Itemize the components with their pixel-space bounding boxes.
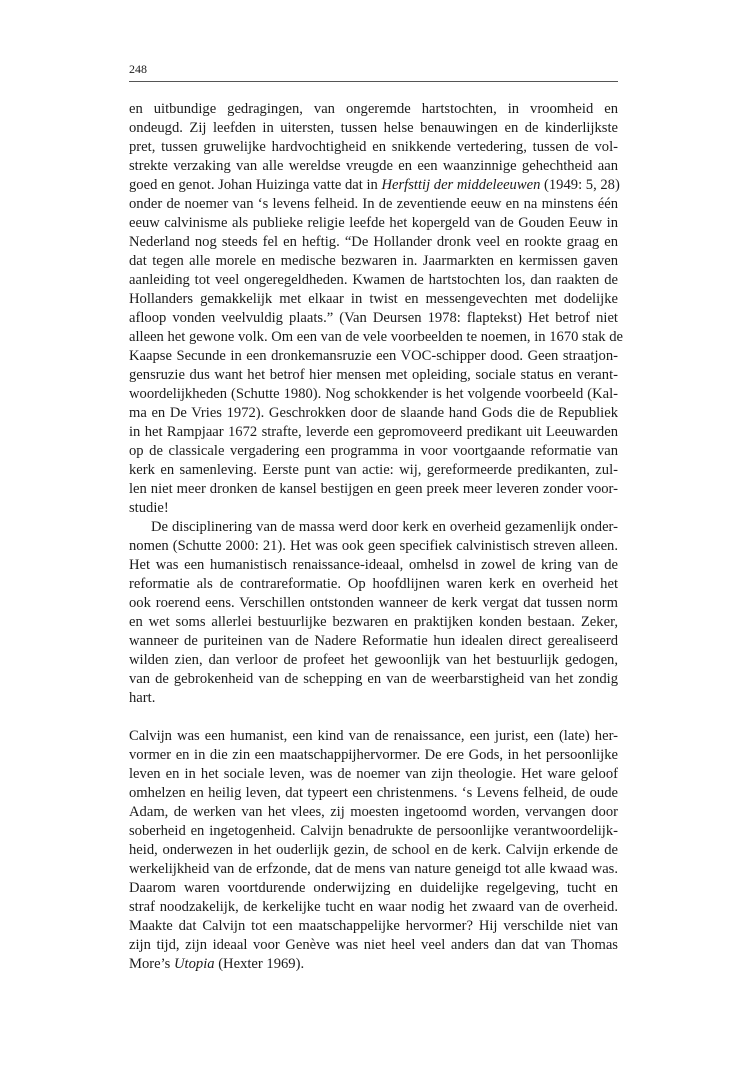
text-segment: goed en genot. Johan Huizinga vatte dat in xyxy=(129,177,382,193)
text-line xyxy=(129,632,618,651)
text-line xyxy=(129,480,618,499)
text-line xyxy=(129,157,618,176)
text-line xyxy=(129,461,618,480)
text-segment: pret, tussen gruwelijke hardvochtigheid en snikkende vertedering, tussen de vol- xyxy=(129,139,618,155)
text-segment: leven en in het sociale leven, was de noemer van zijn theologie. Het ware geloof xyxy=(129,766,618,782)
text-segment: in het Rampjaar 1672 strafte, leverde een gepromoveerd predikant uit Leeuwarden xyxy=(129,424,618,440)
text-segment: Nederland nog steeds fel en heftig. “De Hollander dronk veel en rookte graag en xyxy=(129,234,618,250)
italic-title: Herfsttij der middeleeuwen xyxy=(381,177,541,193)
text-segment: ook roerend eens. Verschillen ontstonden wanneer de kerk vergat dat tussen norm xyxy=(129,595,618,611)
text-segment: De disciplinering van de massa werd door kerk en overheid gezamenlijk onder- xyxy=(151,519,618,535)
text-line xyxy=(129,651,618,670)
text-segment: More’s xyxy=(129,956,174,972)
text-line xyxy=(129,613,618,632)
text-line xyxy=(129,328,623,347)
text-line xyxy=(129,499,618,518)
text-segment: soberheid en ingetogenheid. Calvijn benadrukte de persoonlijke verantwoordelijk- xyxy=(129,823,618,839)
text-segment: van de gebrokenheid van de schepping en van de weerbarstigheid van het zondig xyxy=(129,671,618,687)
text-line xyxy=(129,252,618,271)
text-line xyxy=(129,936,618,955)
text-segment: kerk en samenleving. Eerste punt van actie: wij, gereformeerde predikanten, zul- xyxy=(129,462,618,478)
paragraph-gap xyxy=(129,708,618,727)
text-line xyxy=(129,727,618,746)
text-segment: nomen (Schutte 2000: 21). Het was ook geen specifiek calvinistisch streven alleen. xyxy=(129,538,618,554)
text-line xyxy=(129,575,618,594)
text-segment: len niet meer dronken de kansel bestijgen en geen preek meer leveren zonder voor- xyxy=(129,481,618,497)
text-line xyxy=(129,898,618,917)
text-line xyxy=(129,917,618,936)
text-line xyxy=(129,689,618,708)
text-segment: vormer en in die zin een maatschappijhervormer. De ere Gods, in het persoonlijke xyxy=(129,747,618,763)
text-segment: studie! xyxy=(129,500,169,516)
text-segment: heid, onderwezen in het ouderlijk gezin, de school en de kerk. Calvijn erkende de xyxy=(129,842,618,858)
text-segment: wanneer de puriteinen van de Nadere Reformatie hun idealen direct gerealiseerd xyxy=(129,633,618,649)
text-segment: strekte verzaking van alle wereldse vreugde en een waanzinnige gehechtheid aan xyxy=(129,158,618,174)
text-line xyxy=(129,195,618,214)
text-line xyxy=(129,347,618,366)
text-segment: zijn tijd, zijn ideaal voor Genève was niet heel veel anders dan dat van Thomas xyxy=(129,937,618,953)
header-rule xyxy=(129,81,618,82)
text-line xyxy=(129,366,618,385)
text-segment: dat tegen alle morele en medische bezwaren in. Jaarmarkten en kermissen gaven xyxy=(129,253,618,269)
text-segment: (1949: 5, 28) xyxy=(540,177,620,193)
text-line xyxy=(129,176,618,195)
text-line xyxy=(129,138,618,157)
paragraph xyxy=(129,727,618,974)
text-line xyxy=(129,100,618,119)
text-segment: Calvijn was een humanist, een kind van de renaissance, een jurist, een (late) her- xyxy=(129,728,618,744)
text-segment: Hollanders gemakkelijk met elkaar in twist en messengevechten met dodelijke xyxy=(129,291,618,307)
paragraph xyxy=(129,518,618,708)
paragraph xyxy=(129,100,623,518)
text-line xyxy=(129,841,618,860)
text-line xyxy=(129,860,618,879)
text-segment: en uitbundige gedragingen, van ongeremde hartstochten, in vroomheid en xyxy=(129,101,618,117)
text-line xyxy=(129,955,618,974)
page-number: 248 xyxy=(129,62,147,76)
text-segment: hart. xyxy=(129,690,156,706)
text-segment: gensruzie dus want het betrof hier mensen met opleiding, sociale status en verant- xyxy=(129,367,618,383)
text-segment: ondeugd. Zij leefden in uitersten, tussen helse benauwingen en de kinderlijkste xyxy=(129,120,618,136)
text-line xyxy=(129,290,618,309)
text-segment: Maakte dat Calvijn tot een maatschappelijke hervormer? Hij verschilde niet van xyxy=(129,918,618,934)
text-segment: Adam, de werken van het vlees, zij moesten ingetoomd worden, vervangen door xyxy=(129,804,618,820)
text-segment: woordelijkheden (Schutte 1980). Nog schokkender is het volgende voorbeeld (Kal- xyxy=(129,386,618,402)
italic-title: Utopia xyxy=(174,956,215,972)
text-line xyxy=(129,879,618,898)
text-segment: ma en De Vries 1972). Geschrokken door de slaande hand Gods die de Republiek xyxy=(129,405,618,421)
text-line xyxy=(129,765,618,784)
text-line xyxy=(129,404,618,423)
text-segment: aanleiding tot veel ongeregeldheden. Kwamen de hartstochten los, dan raakten de xyxy=(129,272,618,288)
text-line xyxy=(129,442,618,461)
text-segment: eeuw calvinisme als publieke religie leefde het kopergeld van de Gouden Eeuw in xyxy=(129,215,618,231)
text-segment: (Hexter 1969). xyxy=(214,956,305,972)
text-line xyxy=(129,271,618,290)
text-line xyxy=(129,214,618,233)
text-line xyxy=(129,119,618,138)
text-segment: afloop vonden veelvuldig plaats.” (Van Deursen 1978: flaptekst) Het betrof niet xyxy=(129,310,618,326)
text-segment: wilden zien, dan verloor de profeet het gewoonlijk van het bestuurlijk gedogen, xyxy=(129,652,618,668)
text-line xyxy=(129,594,618,613)
text-segment: Het was een humanistisch renaissance-ideaal, omhelsd in zowel de kring van de xyxy=(129,557,618,573)
text-line xyxy=(129,423,618,442)
text-line xyxy=(129,556,618,575)
text-line xyxy=(129,385,618,404)
text-line xyxy=(129,233,618,252)
text-line xyxy=(129,518,618,537)
text-segment: werkelijkheid van de erfzonde, dat de mens van nature geneigd tot alle kwaad was. xyxy=(129,861,618,877)
text-segment: omhelzen en heilig leven, dat typeert een christenmens. ‘s Levens felheid, de oude xyxy=(129,785,618,801)
text-segment: Kaapse Secunde in een dronkemansruzie een VOC-schipper dood. Geen straatjon- xyxy=(129,348,618,364)
text-line xyxy=(129,746,618,765)
text-line xyxy=(129,784,618,803)
text-line xyxy=(129,309,618,328)
text-segment: onder de noemer van ‘s levens felheid. In de zeventiende eeuw en na minstens één xyxy=(129,196,618,212)
text-segment: straf noodzakelijk, de kerkelijke tucht en waar nodig het zwaard van de overheid. xyxy=(129,899,618,915)
text-segment: op de classicale vergadering een programma in voor voortgaande reformatie van xyxy=(129,443,618,459)
text-segment: reformatie als de contrareformatie. Op hoofdlijnen waren kerk en overheid het xyxy=(129,576,618,592)
body-text xyxy=(129,100,623,974)
text-segment: en wet soms allerlei bestuurlijke bezwaren en praktijken konden bestaan. Zeker, xyxy=(129,614,618,630)
text-line xyxy=(129,537,618,556)
text-line xyxy=(129,670,618,689)
text-line xyxy=(129,803,618,822)
text-line xyxy=(129,822,618,841)
text-segment: alleen het gewone volk. Om een van de vele voorbeelden te noemen, in 1670 stak de xyxy=(129,329,623,345)
text-segment: Daarom waren voortdurende onderwijzing en duidelijke regelgeving, tucht en xyxy=(129,880,618,896)
